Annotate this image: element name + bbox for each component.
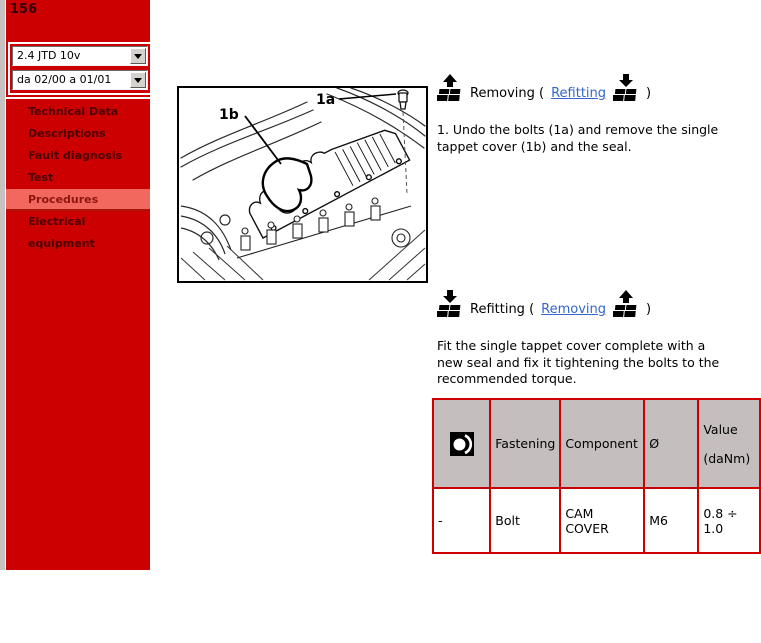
cell-symbol: - [433, 488, 490, 553]
removing-header [437, 74, 651, 102]
chevron-down-icon[interactable] [130, 48, 146, 64]
bricks-down-arrow-icon [437, 290, 463, 318]
figure-label-1b: 1b [219, 107, 239, 123]
torque-table [432, 398, 761, 554]
variant-select[interactable] [12, 46, 148, 66]
sidebar-item-test[interactable]: Test [28, 171, 54, 184]
sidebar [6, 0, 150, 570]
cell-fastening: Bolt [490, 488, 560, 553]
cell-value: 0.8 ÷ 1.0 [698, 488, 760, 553]
variant-select-value: 2.4 JTD 10v [17, 49, 81, 62]
engine-figure [177, 86, 428, 283]
model-label: 156 [10, 2, 38, 17]
bricks-up-arrow-icon [437, 74, 463, 102]
sidebar-menu [6, 101, 150, 250]
removing-step-text: 1. Undo the bolts (1a) and remove the single tappet cover (1b) and the seal. [437, 122, 719, 154]
refitting-paren-close: ) [646, 302, 652, 317]
refitting-body-text: Fit the single tappet cover complete with a new seal and fix it tightening the bolts to the recommended torque. [437, 338, 720, 386]
sidebar-item-descriptions[interactable]: Descriptions [28, 127, 106, 140]
refitting-title: Refitting ( [470, 302, 535, 317]
figure-label-1a: 1a [316, 92, 336, 108]
header-value: Value (daNm) [698, 399, 760, 488]
date-range-select-value: da 02/00 a 01/01 [17, 73, 112, 86]
torque-icon-header-cell [433, 399, 490, 488]
sidebar-item-procedures[interactable]: Procedures [6, 189, 150, 211]
refitting-link[interactable]: Refitting [551, 86, 607, 101]
sidebar-item-technical-data[interactable]: Technical Data [28, 105, 119, 118]
cell-diameter: M6 [644, 488, 698, 553]
header-diameter: Ø [644, 399, 698, 488]
header-component: Component [560, 399, 644, 488]
removing-link[interactable]: Removing [541, 302, 607, 317]
sidebar-divider [6, 97, 150, 99]
bricks-up-arrow-icon[interactable] [613, 290, 639, 318]
bricks-down-arrow-icon[interactable] [613, 74, 639, 102]
sidebar-item-electrical-equipment[interactable]: Electrical equipment [28, 215, 95, 250]
engine-line-drawing [179, 88, 426, 281]
removing-title: Removing ( [470, 86, 545, 101]
refitting-header [437, 290, 651, 318]
table-row [433, 488, 760, 553]
torque-icon [450, 432, 474, 456]
bolt-shape [398, 90, 408, 109]
header-fastening: Fastening [490, 399, 560, 488]
sidebar-item-fault-diagnosis[interactable]: Fault diagnosis [28, 149, 123, 162]
chevron-down-icon[interactable] [130, 72, 146, 88]
model-selectors [8, 42, 152, 95]
removing-paren-close: ) [646, 86, 652, 101]
date-range-select[interactable] [12, 70, 148, 90]
cell-component: CAM COVER [560, 488, 644, 553]
